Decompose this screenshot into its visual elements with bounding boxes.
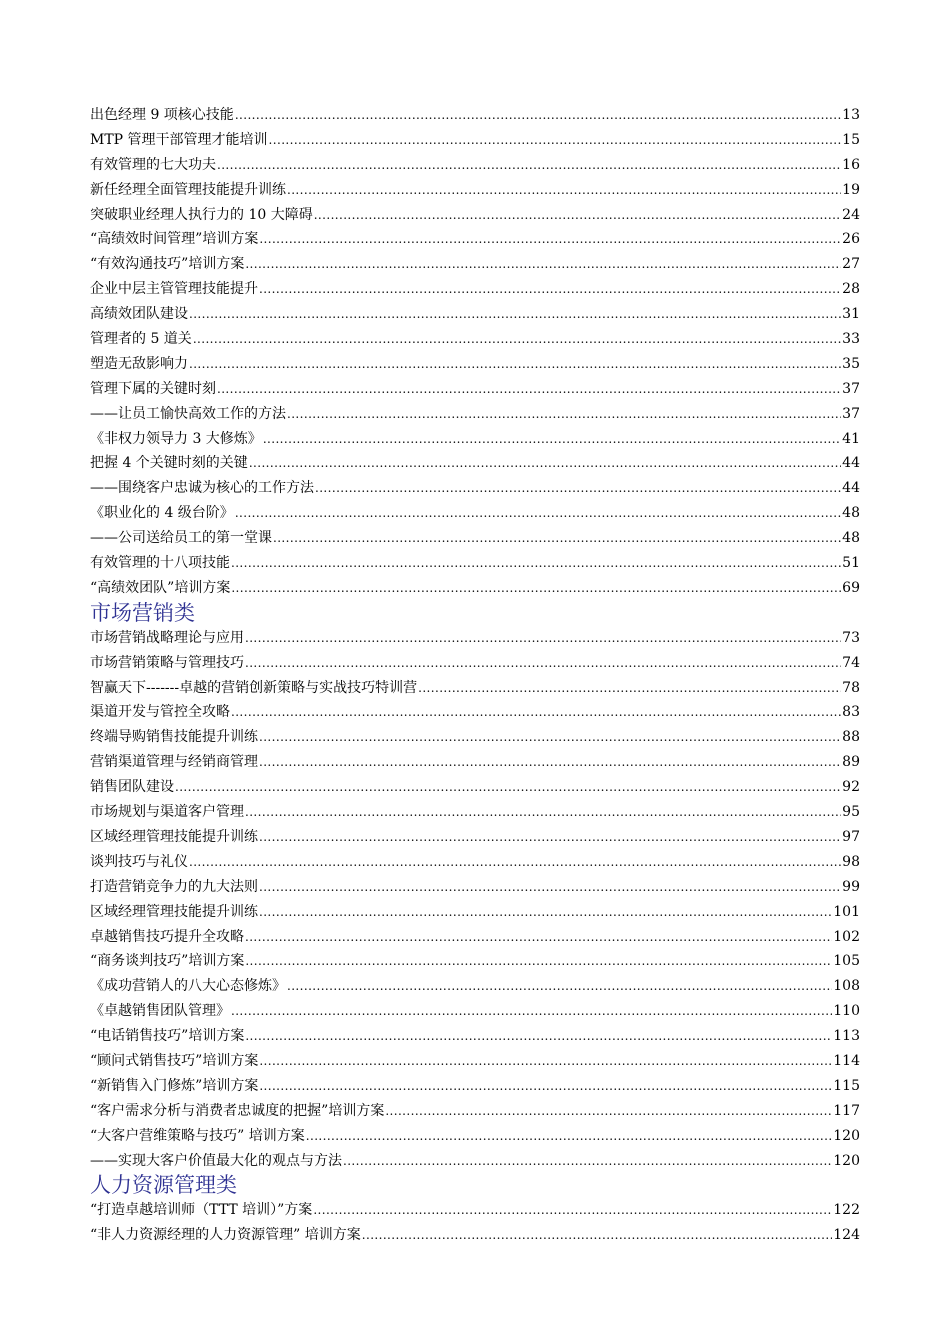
- toc-entry-page-number: 44: [842, 455, 860, 472]
- toc-entry-title: 出色经理 9 项核心技能: [90, 107, 234, 123]
- toc-entry[interactable]: [90, 277, 860, 302]
- toc-entry-title: ——让员工愉快高效工作的方法: [90, 405, 286, 422]
- dot-leader: [287, 178, 841, 203]
- toc-entry-title: “高绩效时间管理”培训方案: [90, 231, 259, 248]
- toc-entry-title: “高绩效团队”培训方案: [90, 579, 231, 596]
- toc-entry-page-number: 98: [842, 853, 860, 870]
- section-heading-hr: 人力资源管理类: [90, 1173, 237, 1198]
- toc-entry-page-number: 120: [833, 1127, 860, 1144]
- toc-entry[interactable]: [90, 850, 860, 875]
- toc-entry-page-number: 117: [833, 1102, 860, 1119]
- toc-entry-page-number: 92: [842, 779, 860, 796]
- toc-entry-page-number: 74: [842, 654, 860, 671]
- toc-entry[interactable]: [90, 775, 860, 800]
- toc-entry-title: 《成功营销人的八大心态修炼》: [90, 978, 286, 995]
- toc-entry-title: 突破职业经理人执行力的 10 大障碍: [90, 206, 313, 223]
- toc-entry-page-number: 27: [842, 256, 860, 273]
- toc-entry[interactable]: [90, 576, 860, 601]
- toc-entry-title: 终端导购销售技能提升训练: [90, 729, 258, 746]
- dot-leader: [362, 1223, 833, 1248]
- toc-entry-page-number: 19: [842, 181, 860, 198]
- toc-entry[interactable]: [90, 377, 860, 402]
- dot-leader: [306, 1124, 833, 1149]
- toc-entry-title: 卓越销售技巧提升全攻略: [90, 928, 244, 945]
- toc-entry-page-number: 24: [842, 206, 860, 223]
- section-heading-marketing: 市场营销类: [90, 600, 195, 625]
- dot-leader: [263, 427, 841, 452]
- dot-leader: [231, 576, 841, 601]
- toc-section-marketing: [90, 626, 860, 1174]
- toc-entry[interactable]: [90, 128, 860, 153]
- toc-entry[interactable]: [90, 1198, 860, 1223]
- toc-entry[interactable]: [90, 949, 860, 974]
- toc-entry-page-number: 78: [842, 679, 860, 696]
- toc-entry[interactable]: [90, 252, 860, 277]
- toc-entry[interactable]: [90, 203, 860, 228]
- dot-leader: [259, 227, 841, 252]
- dot-leader: [217, 377, 841, 402]
- toc-entry-title: 市场规划与渠道客户管理: [90, 804, 244, 821]
- toc-entry-title: 渠道开发与管控全攻略: [90, 704, 230, 721]
- toc-entry-title: 管理下属的关键时刻: [90, 380, 216, 397]
- toc-entry-page-number: 105: [833, 953, 860, 970]
- toc-entry-title: ——实现大客户价值最大化的观点与方法: [90, 1152, 342, 1169]
- toc-entry-title: 区域经理管理技能提升训练: [90, 903, 258, 920]
- toc-entry-page-number: 114: [833, 1052, 860, 1069]
- toc-entry-page-number: 37: [842, 380, 860, 397]
- dot-leader: [313, 1198, 832, 1223]
- toc-entry-title: “电话销售技巧”培训方案: [90, 1028, 245, 1045]
- toc-entry[interactable]: [90, 1049, 860, 1074]
- toc-entry[interactable]: [90, 227, 860, 252]
- toc-entry-title: “打造卓越培训师（TTT 培训）”方案: [90, 1202, 313, 1219]
- dot-leader: [245, 1024, 832, 1049]
- dot-leader: [287, 974, 832, 999]
- toc-entry-page-number: 89: [842, 754, 860, 771]
- toc-entry-title: 企业中层主管管理技能提升: [90, 281, 258, 298]
- toc-entry-page-number: 69: [842, 579, 860, 596]
- toc-entry[interactable]: [90, 651, 860, 676]
- toc-entry[interactable]: [90, 427, 860, 452]
- dot-leader: [259, 1074, 832, 1099]
- dot-leader: [259, 750, 841, 775]
- toc-entry[interactable]: [90, 800, 860, 825]
- toc-entry[interactable]: [90, 501, 860, 526]
- toc-entry-page-number: 16: [842, 156, 860, 173]
- toc-entry-page-number: 110: [833, 1003, 860, 1020]
- dot-leader: [343, 1149, 832, 1174]
- toc-entry-title: 有效管理的七大功夫: [90, 156, 216, 173]
- toc-entry[interactable]: [90, 925, 860, 950]
- dot-leader: [245, 626, 841, 651]
- toc-entry-title: “商务谈判技巧”培训方案: [90, 953, 245, 970]
- toc-entry-page-number: 41: [842, 430, 860, 447]
- toc-entry-title: 销售团队建设: [90, 779, 174, 796]
- toc-entry-title: 有效管理的十八项技能: [90, 555, 230, 572]
- toc-entry-title: 智赢天下-------卓越的营销创新策略与实战技巧特训营: [90, 679, 418, 696]
- toc-entry[interactable]: [90, 974, 860, 999]
- table-of-contents: [90, 103, 860, 1248]
- toc-entry-title: ——围绕客户忠诚为核心的工作方法: [90, 480, 314, 497]
- toc-entry-page-number: 48: [842, 505, 860, 522]
- dot-leader: [273, 526, 841, 551]
- toc-entry[interactable]: [90, 1024, 860, 1049]
- dot-leader: [175, 775, 841, 800]
- toc-entry-page-number: 99: [842, 878, 860, 895]
- dot-leader: [259, 825, 841, 850]
- toc-entry[interactable]: [90, 526, 860, 551]
- toc-entry-title: MTP 管理干部管理才能培训: [90, 131, 268, 148]
- toc-entry[interactable]: [90, 352, 860, 377]
- dot-leader: [259, 875, 841, 900]
- toc-entry[interactable]: [90, 1099, 860, 1124]
- toc-entry-page-number: 31: [842, 306, 860, 323]
- toc-entry-title: 把握 4 个关键时刻的关键: [90, 455, 248, 472]
- toc-entry[interactable]: [90, 402, 860, 427]
- toc-entry-title: “大客户营维策略与技巧” 培训方案: [90, 1127, 305, 1144]
- dot-leader: [217, 153, 841, 178]
- toc-entry-page-number: 33: [842, 331, 860, 348]
- toc-entry[interactable]: [90, 551, 860, 576]
- dot-leader: [189, 352, 841, 377]
- toc-entry-page-number: 97: [842, 828, 860, 845]
- dot-leader: [231, 700, 841, 725]
- toc-entry[interactable]: [90, 700, 860, 725]
- toc-entry[interactable]: [90, 1124, 860, 1149]
- toc-entry[interactable]: [90, 153, 860, 178]
- toc-entry-title: 打造营销竞争力的九大法则: [90, 878, 258, 895]
- dot-leader: [259, 1049, 832, 1074]
- toc-entry-page-number: 120: [833, 1152, 860, 1169]
- toc-entry[interactable]: [90, 1074, 860, 1099]
- toc-entry[interactable]: [90, 875, 860, 900]
- dot-leader: [245, 651, 841, 676]
- dot-leader: [314, 203, 841, 228]
- toc-entry[interactable]: [90, 1223, 860, 1248]
- toc-entry-page-number: 35: [842, 355, 860, 372]
- dot-leader: [235, 103, 841, 128]
- dot-leader: [245, 800, 841, 825]
- dot-leader: [287, 402, 841, 427]
- toc-entry-title: 高绩效团队建设: [90, 306, 188, 323]
- toc-entry-title: “非人力资源经理的人力资源管理” 培训方案: [90, 1227, 361, 1244]
- toc-entry-title: 谈判技巧与礼仪: [90, 853, 188, 870]
- toc-entry[interactable]: [90, 900, 860, 925]
- dot-leader: [418, 676, 841, 701]
- dot-leader: [259, 725, 841, 750]
- toc-entry-title: 塑造无敌影响力: [90, 355, 188, 372]
- toc-entry-page-number: 102: [833, 928, 860, 945]
- toc-entry[interactable]: [90, 302, 860, 327]
- dot-leader: [259, 277, 841, 302]
- dot-leader: [189, 302, 841, 327]
- toc-entry[interactable]: [90, 476, 860, 501]
- toc-entry[interactable]: [90, 725, 860, 750]
- toc-entry-page-number: 73: [842, 629, 860, 646]
- dot-leader: [245, 925, 832, 950]
- dot-leader: [385, 1099, 832, 1124]
- toc-section-management: [90, 103, 860, 601]
- toc-entry[interactable]: [90, 999, 860, 1024]
- dot-leader: [231, 551, 841, 576]
- toc-entry-page-number: 15: [842, 131, 860, 148]
- toc-entry-page-number: 26: [842, 231, 860, 248]
- toc-entry-page-number: 101: [833, 903, 860, 920]
- toc-entry-title: “客户需求分析与消费者忠诚度的把握”培训方案: [90, 1102, 385, 1119]
- toc-entry-page-number: 115: [833, 1077, 860, 1094]
- toc-entry-page-number: 28: [842, 281, 860, 298]
- toc-entry-page-number: 13: [842, 107, 860, 123]
- toc-entry-page-number: 88: [842, 729, 860, 746]
- toc-entry-title: 《职业化的 4 级台阶》: [90, 505, 234, 522]
- toc-entry-page-number: 51: [842, 555, 860, 572]
- toc-entry-page-number: 83: [842, 704, 860, 721]
- toc-entry[interactable]: [90, 626, 860, 651]
- toc-entry-page-number: 48: [842, 530, 860, 547]
- dot-leader: [245, 252, 841, 277]
- toc-entry[interactable]: [90, 327, 860, 352]
- dot-leader: [259, 900, 832, 925]
- toc-entry[interactable]: [90, 825, 860, 850]
- dot-leader: [315, 476, 841, 501]
- toc-entry-title: 《非权力领导力 3 大修炼》: [90, 430, 262, 447]
- dot-leader: [235, 501, 841, 526]
- toc-entry[interactable]: [90, 750, 860, 775]
- toc-entry[interactable]: [90, 451, 860, 476]
- dot-leader: [231, 999, 832, 1024]
- toc-entry-page-number: 124: [833, 1227, 860, 1244]
- toc-entry-title: 营销渠道管理与经销商管理: [90, 754, 258, 771]
- toc-entry-title: 市场营销战略理论与应用: [90, 629, 244, 646]
- dot-leader: [193, 327, 841, 352]
- toc-entry-title: “顾问式销售技巧”培训方案: [90, 1052, 259, 1069]
- toc-entry-page-number: 113: [833, 1028, 860, 1045]
- toc-entry-page-number: 44: [842, 480, 860, 497]
- toc-entry-page-number: 37: [842, 405, 860, 422]
- toc-entry-title: “新销售入门修炼”培训方案: [90, 1077, 259, 1094]
- toc-entry[interactable]: [90, 178, 860, 203]
- toc-section-hr: [90, 1198, 860, 1248]
- dot-leader: [189, 850, 841, 875]
- toc-entry-page-number: 95: [842, 804, 860, 821]
- toc-entry-title: ——公司送给员工的第一堂课: [90, 530, 272, 547]
- toc-entry[interactable]: [90, 103, 860, 128]
- toc-entry-page-number: 122: [833, 1202, 860, 1219]
- dot-leader: [245, 949, 832, 974]
- toc-entry-page-number: 108: [833, 978, 860, 995]
- toc-entry-title: 《卓越销售团队管理》: [90, 1003, 230, 1020]
- toc-entry-title: 市场营销策略与管理技巧: [90, 654, 244, 671]
- dot-leader: [269, 128, 842, 153]
- toc-entry[interactable]: [90, 1149, 860, 1174]
- toc-entry-title: 区域经理管理技能提升训练: [90, 828, 258, 845]
- toc-entry[interactable]: [90, 676, 860, 701]
- toc-entry-title: “有效沟通技巧”培训方案: [90, 256, 245, 273]
- toc-entry-title: 管理者的 5 道关: [90, 331, 192, 348]
- toc-entry-title: 新任经理全面管理技能提升训练: [90, 181, 286, 198]
- dot-leader: [249, 451, 841, 476]
